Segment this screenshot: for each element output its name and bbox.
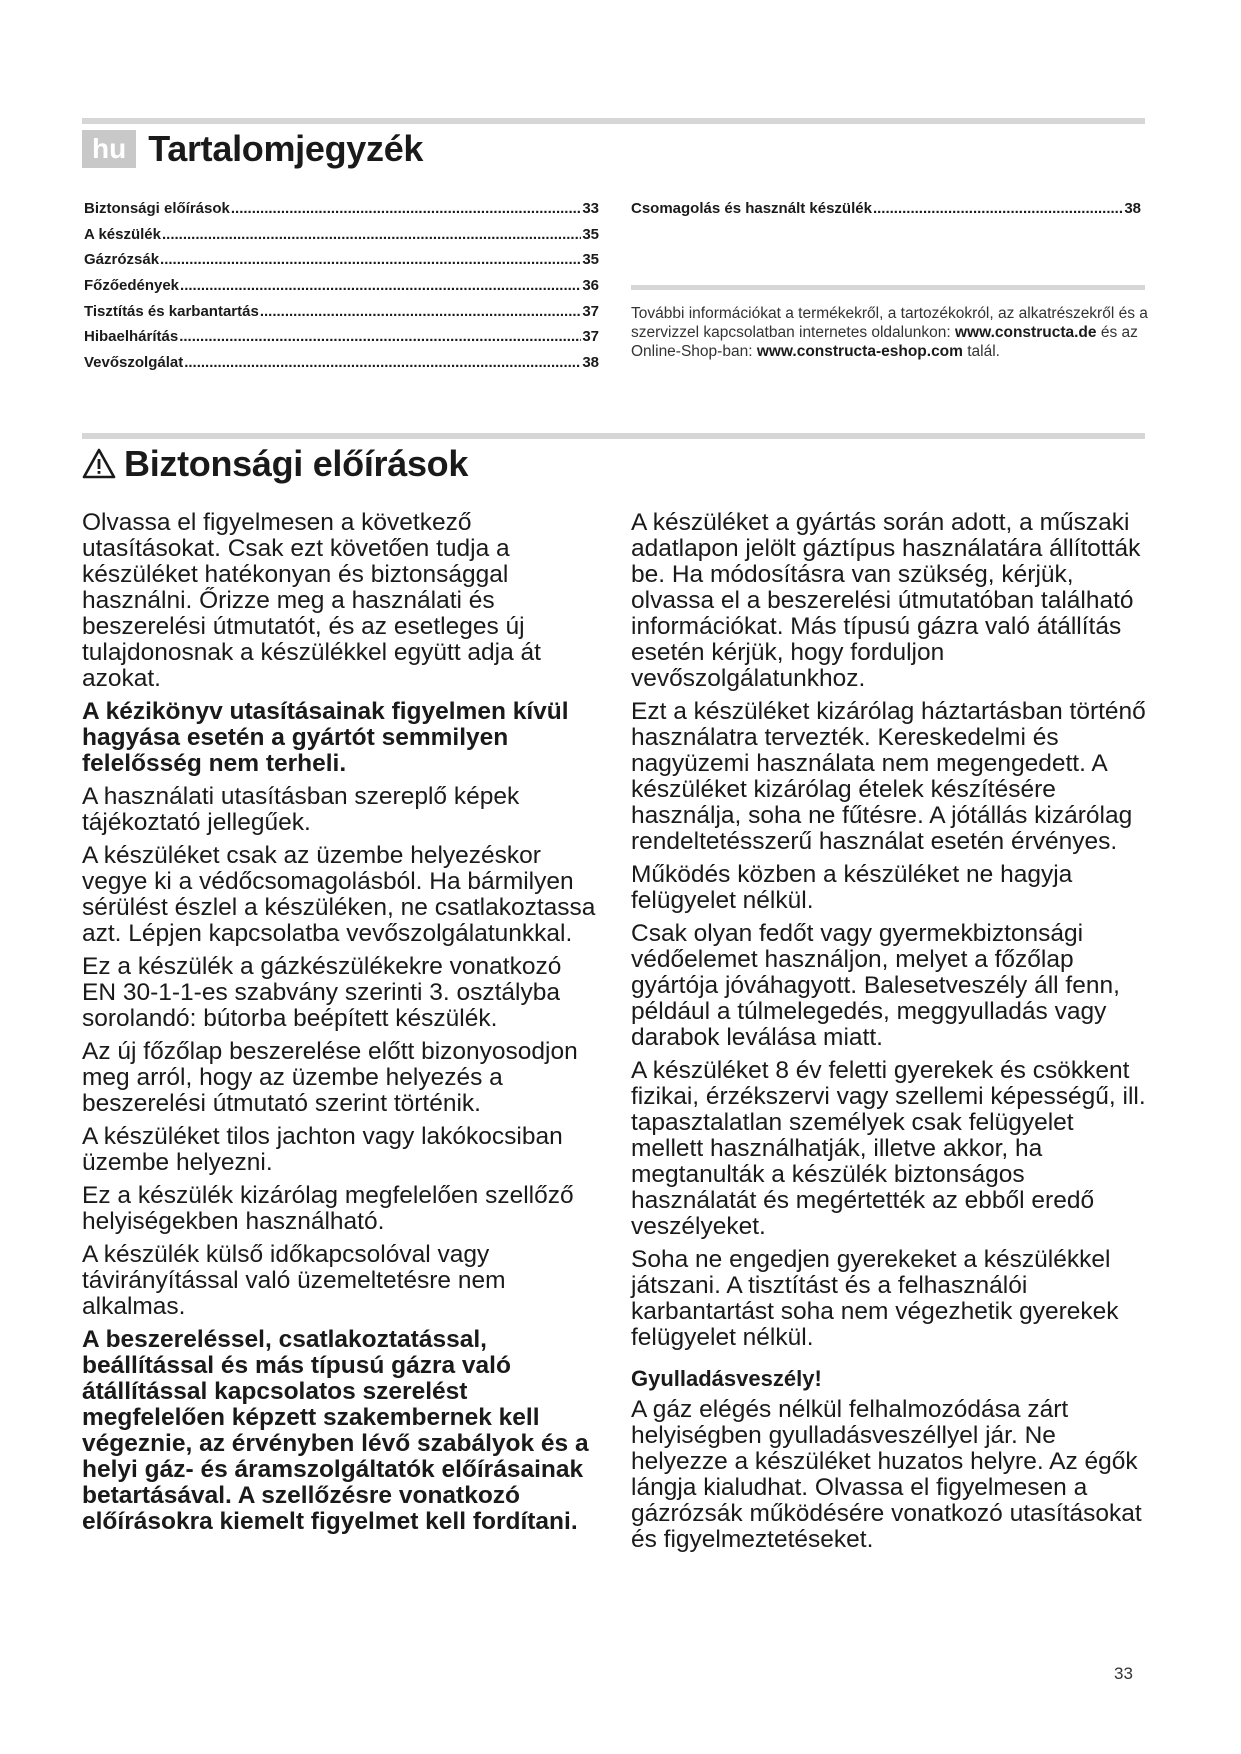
paragraph: A használati utasításban szereplő képek tájékoztató jellegűek. bbox=[82, 783, 520, 836]
paragraph: A készülék külső időkapcsolóval vagy távirányítással való üzemeltetésre nem alkalmas. bbox=[82, 1241, 506, 1320]
paragraph: Ezt a készüléket kizárólag háztartásban történő használatra tervezték. Kereskedelmi és nagyüzemi használata nem megengedett. A készüléket kizárólag ételek készítésére használja, soha ne fűtésre. A jótállás kizárólag rendeltetésszerű használat esetén érvényes. bbox=[631, 698, 1146, 855]
section-header bbox=[82, 440, 468, 488]
paragraph: A gáz elégés nélkül felhalmozódása zárt helyiségben gyulladásveszéllyel jár. Ne helyezze a készüléket huzatos helyre. Az égők lángja kialudhat. Olvassa el figyelmesen a gázrózsák működésére vonatkozó utasításokat és figyelmeztetéseket. bbox=[631, 1396, 1142, 1553]
toc-entry[interactable] bbox=[84, 273, 599, 299]
toc-entry[interactable] bbox=[84, 247, 599, 273]
toc-entry-label: Vevőszolgálat bbox=[84, 354, 184, 372]
info-paragraph bbox=[631, 304, 1151, 361]
paragraph: Az új főzőlap beszerelése előtt bizonyosodjon meg arról, hogy az üzembe helyezés a beszerelési útmutató szerint történik. bbox=[82, 1038, 578, 1117]
toc-entry-page: 37 bbox=[582, 302, 599, 320]
toc-entry[interactable] bbox=[84, 222, 599, 248]
toc-entry-label: Biztonsági előírások bbox=[84, 200, 230, 217]
toc-entry[interactable] bbox=[84, 350, 599, 376]
toc-entry-page: 36 bbox=[582, 277, 599, 295]
info-text: További információkat a termékekről, a tartozékokról, az alkatrészekről és a szervizzel kapcsolatban internetes oldalunkon: bbox=[631, 305, 1148, 341]
toc-header bbox=[82, 124, 423, 174]
toc-entry[interactable] bbox=[631, 196, 1141, 222]
toc-entry-page: 38 bbox=[1124, 200, 1141, 217]
toc-entry-label: A készülék bbox=[84, 225, 161, 243]
right-column bbox=[631, 510, 1151, 1560]
toc-list-right bbox=[631, 196, 1141, 222]
toc-entry-page: 37 bbox=[582, 328, 599, 346]
toc-entry[interactable] bbox=[84, 299, 599, 325]
toc-entry-page: 38 bbox=[582, 354, 599, 372]
toc-entry-page: 35 bbox=[582, 251, 599, 269]
subheading: Gyulladásveszély! bbox=[631, 1366, 822, 1391]
toc-title: Tartalomjegyzék bbox=[148, 128, 424, 169]
eshop-link[interactable]: www.constructa-eshop.com bbox=[756, 343, 963, 360]
paragraph: Ez a készülék a gázkészülékekre vonatkozó EN 30-1-1-es szabvány szerinti 3. osztályba sorolandó: bútorba beépített készülék. bbox=[82, 953, 562, 1032]
page-number: 33 bbox=[1114, 1664, 1133, 1683]
paragraph: Működés közben a készüléket ne hagyja felügyelet nélkül. bbox=[631, 861, 1073, 914]
toc-entry[interactable] bbox=[84, 324, 599, 350]
paragraph: Csak olyan fedőt vagy gyermekbiztonsági védőelemet használjon, melyet a főzőlap gyártója jóváhagyott. Balesetveszély áll fenn, például a túlmelegedés, meggyulladás vagy darabok leválása miatt. bbox=[631, 920, 1120, 1051]
info-rule bbox=[631, 285, 1145, 290]
section-rule bbox=[82, 433, 1145, 439]
paragraph-bold: A beszereléssel, csatlakoztatással, beállítással és más típusú gázra való átállítással kapcsolatos szerelést megfelelően képzett szakembernek kell végeznie, az érvényben lévő szabályok és a helyi gáz- és áramszolgáltatók előírásainak betartásával. A szellőzésre vonatkozó előírásokra kiemelt figyelmet kell fordítani. bbox=[82, 1326, 589, 1535]
language-badge: hu bbox=[82, 130, 136, 168]
paragraph: A készüléket 8 év feletti gyerekek és csökkent fizikai, érzékszervi vagy szellemi képességű, ill. tapasztalatlan személyek csak felügyelet mellett használhatják, illetve akkor, ha megtanulták a készülék biztonságos használatát és megértették az ebből eredő veszélyeket. bbox=[631, 1057, 1146, 1240]
section-title: Biztonsági előírások bbox=[124, 443, 469, 484]
paragraph: Olvassa el figyelmesen a következő utasításokat. Csak ezt követően tudja a készüléket hatékonyan és biztonsággal használni. Őrizze meg a használati és beszerelési útmutatót, és az esetleges új tulajdonosnak a készülékkel együtt adja át azokat. bbox=[82, 509, 541, 692]
paragraph: A készüléket tilos jachton vagy lakókocsiban üzembe helyezni. bbox=[82, 1123, 563, 1176]
toc-entry-label: Tisztítás és karbantartás bbox=[84, 302, 259, 320]
toc-entry-page: 33 bbox=[582, 200, 599, 217]
toc-entry-label: Gázrózsák bbox=[84, 251, 160, 269]
toc-list-left bbox=[84, 196, 599, 376]
toc-entry-label: Csomagolás és használt készülék bbox=[631, 200, 872, 217]
website-link[interactable]: www.constructa.de bbox=[954, 324, 1097, 341]
info-text: talál. bbox=[962, 343, 1000, 360]
toc-entry-page: 35 bbox=[582, 225, 599, 243]
left-column bbox=[82, 510, 602, 1542]
toc-entry-label: Főzőedények bbox=[84, 277, 180, 295]
paragraph: Ez a készülék kizárólag megfelelően szellőző helyiségekben használható. bbox=[82, 1182, 574, 1235]
paragraph: A készüléket a gyártás során adott, a műszaki adatlapon jelölt gáztípus használatára állították be. Ha módosításra van szükség, kérjük, olvassa el a beszerelési útmutatóban található információkat. Más típusú gázra való átállítás esetén kérjük, hogy forduljon vevőszolgálatunkhoz. bbox=[631, 509, 1141, 692]
toc-entry-label: Hibaelhárítás bbox=[84, 328, 179, 346]
info-text: és az Online-Shop-ban: bbox=[631, 324, 1138, 360]
paragraph: Soha ne engedjen gyerekeket a készülékkel játszani. A tisztítást és a felhasználói karbantartást soha nem végezhetik gyerekek felügyelet nélkül. bbox=[631, 1246, 1119, 1351]
warning-triangle-icon bbox=[82, 448, 116, 480]
paragraph-bold: A kézikönyv utasításainak figyelmen kívül hagyása esetén a gyártót semmilyen felelősség nem terheli. bbox=[82, 698, 569, 777]
paragraph: A készüléket csak az üzembe helyezéskor vegye ki a védőcsomagolásból. Ha bármilyen sérülést észlel a készüléken, ne csatlakoztassa azt. Lépjen kapcsolatba vevőszolgálatunkkal. bbox=[82, 842, 596, 947]
toc-entry[interactable] bbox=[84, 196, 599, 222]
